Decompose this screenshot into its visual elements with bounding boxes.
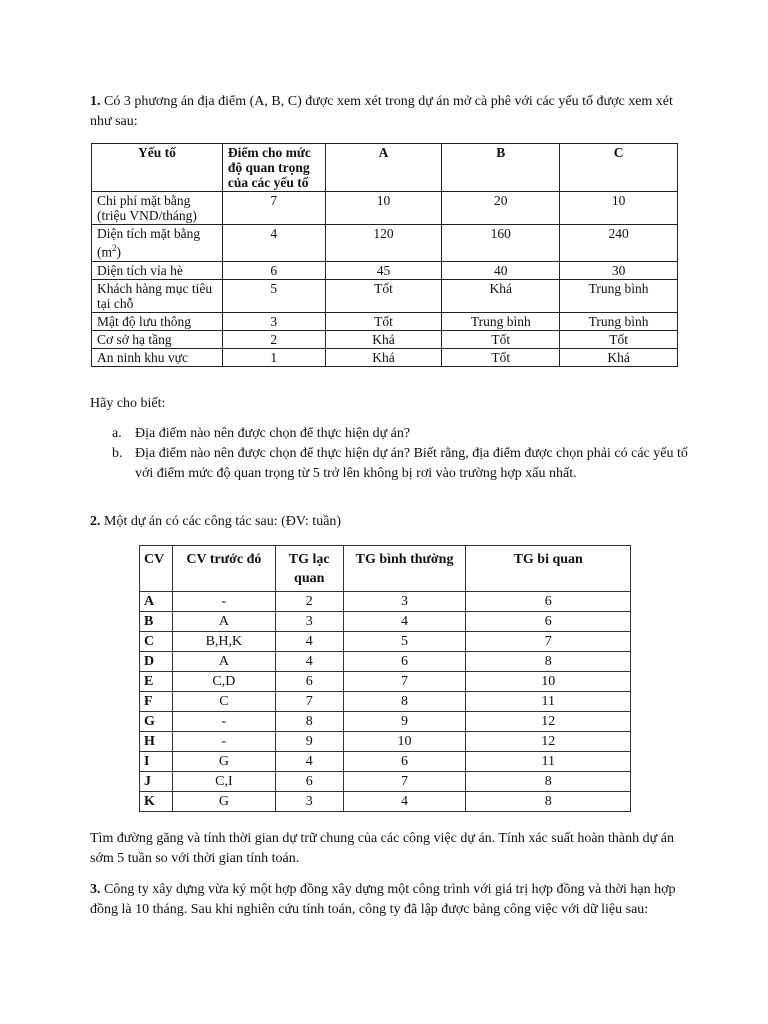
item-label: b. <box>112 446 123 461</box>
table-row <box>140 692 631 712</box>
table-row <box>92 279 678 312</box>
c-cell: 10 <box>560 192 678 225</box>
a-cell: Khá <box>325 330 442 348</box>
predecessor-cell: C,D <box>172 672 275 692</box>
pessimistic-cell: 10 <box>466 672 631 692</box>
cv-cell: B <box>140 612 173 632</box>
normal-cell: 4 <box>343 612 466 632</box>
c-cell: Tốt <box>560 330 678 348</box>
predecessor-cell: G <box>172 752 275 772</box>
table-row <box>92 192 678 225</box>
table-row <box>140 772 631 792</box>
b-cell: Trung bình <box>442 312 560 330</box>
optimistic-cell: 4 <box>275 652 343 672</box>
q2-intro-text: Một dự án có các công tác sau: (ĐV: tuần) <box>104 514 342 529</box>
predecessor-cell: B,H,K <box>172 632 275 652</box>
b-cell: Tốt <box>442 348 560 366</box>
q3-number: 3. <box>90 882 101 897</box>
weight-cell: 7 <box>222 192 325 225</box>
q1-intro <box>90 92 690 132</box>
table-row <box>140 732 631 752</box>
factor-cell: Diện tích mặt bằng $(m^2)$ <box>92 225 223 262</box>
c-cell: Trung bình <box>560 279 678 312</box>
b-cell: Tốt <box>442 330 560 348</box>
pessimistic-cell: 11 <box>466 752 631 772</box>
header-factor: Yếu tố <box>92 144 223 192</box>
normal-cell: 9 <box>343 712 466 732</box>
weight-cell: 4 <box>222 225 325 262</box>
activity-table <box>139 545 631 812</box>
normal-cell: 10 <box>343 732 466 752</box>
factor-cell: Diện tích vỉa hè <box>92 261 223 279</box>
weight-cell: 3 <box>222 312 325 330</box>
optimistic-cell: 4 <box>275 752 343 772</box>
cv-cell: A <box>140 592 173 612</box>
a-cell: 10 <box>325 192 442 225</box>
q2-intro <box>90 512 690 532</box>
table-row <box>140 712 631 732</box>
pessimistic-cell: 8 <box>466 652 631 672</box>
header-normal: TG bình thường <box>343 546 466 592</box>
table-row <box>140 592 631 612</box>
pessimistic-cell: 8 <box>466 792 631 812</box>
table-row <box>140 792 631 812</box>
pessimistic-cell: 7 <box>466 632 631 652</box>
optimistic-cell: 4 <box>275 632 343 652</box>
predecessor-cell: - <box>172 592 275 612</box>
normal-cell: 8 <box>343 692 466 712</box>
table-header-row <box>92 144 678 192</box>
normal-cell: 7 <box>343 672 466 692</box>
optimistic-cell: 6 <box>275 672 343 692</box>
optimistic-cell: 6 <box>275 772 343 792</box>
table-row <box>140 752 631 772</box>
item-text: Địa điểm nào nên được chọn để thực hiện dự án? Biết rằng, địa điểm được chọn phải có các yếu tố với điểm mức độ quan trọng từ 5 trở lên không bị rơi vào trường hợp xấu nhất. <box>135 446 688 481</box>
a-cell: 120 <box>325 225 442 262</box>
predecessor-cell: C <box>172 692 275 712</box>
normal-cell: 7 <box>343 772 466 792</box>
pessimistic-cell: 6 <box>466 592 631 612</box>
q2-number: 2. <box>90 514 101 529</box>
q1-intro-text: Có 3 phương án địa điểm (A, B, C) được xem xét trong dự án mở cà phê với các yếu tố được xem xét như sau: <box>90 94 673 129</box>
cv-cell: D <box>140 652 173 672</box>
cv-cell: C <box>140 632 173 652</box>
q1-ask: Hãy cho biết: <box>90 396 166 411</box>
list-item <box>112 424 692 444</box>
header-importance: Điểm cho mức độ quan trọng của các yếu tố <box>222 144 325 192</box>
table-row <box>92 348 678 366</box>
factor-cell: Mật độ lưu thông <box>92 312 223 330</box>
table-row <box>140 632 631 652</box>
factor-cell: Khách hàng mục tiêu tại chỗ <box>92 279 223 312</box>
table-row <box>92 330 678 348</box>
c-cell: 240 <box>560 225 678 262</box>
cv-cell: G <box>140 712 173 732</box>
c-cell: Trung bình <box>560 312 678 330</box>
b-cell: Khá <box>442 279 560 312</box>
optimistic-cell: 3 <box>275 612 343 632</box>
table-header-row <box>140 546 631 592</box>
pessimistic-cell: 6 <box>466 612 631 632</box>
factor-cell: An ninh khu vực <box>92 348 223 366</box>
table-row <box>140 672 631 692</box>
q1-list <box>112 424 692 484</box>
item-label: a. <box>112 426 122 441</box>
q2-question: Tìm đường găng và tính thời gian dự trữ chung của các công việc dự án. Tính xác suất hoàn thành dự án sớm 5 tuần so với thời gian tính toán. <box>90 831 674 866</box>
b-cell: 160 <box>442 225 560 262</box>
weight-cell: 1 <box>222 348 325 366</box>
b-cell: 40 <box>442 261 560 279</box>
predecessor-cell: - <box>172 712 275 732</box>
normal-cell: 6 <box>343 752 466 772</box>
table-row <box>92 312 678 330</box>
optimistic-cell: 7 <box>275 692 343 712</box>
q1-number: 1. <box>90 94 101 109</box>
weight-cell: 5 <box>222 279 325 312</box>
predecessor-cell: C,I <box>172 772 275 792</box>
normal-cell: 3 <box>343 592 466 612</box>
normal-cell: 4 <box>343 792 466 812</box>
cv-cell: K <box>140 792 173 812</box>
cv-cell: J <box>140 772 173 792</box>
item-text: Địa điểm nào nên được chọn để thực hiện dự án? <box>135 426 411 441</box>
header-c: C <box>560 144 678 192</box>
normal-cell: 5 <box>343 632 466 652</box>
a-cell: Tốt <box>325 279 442 312</box>
optimistic-cell: 8 <box>275 712 343 732</box>
a-cell: Khá <box>325 348 442 366</box>
header-b: B <box>442 144 560 192</box>
factor-cell: Chi phí mặt bằng (triệu VND/tháng) <box>92 192 223 225</box>
table-row <box>92 261 678 279</box>
cv-cell: E <box>140 672 173 692</box>
cv-cell: H <box>140 732 173 752</box>
predecessor-cell: G <box>172 792 275 812</box>
normal-cell: 6 <box>343 652 466 672</box>
header-cv: CV <box>140 546 173 592</box>
table-row <box>140 612 631 632</box>
optimistic-cell: 2 <box>275 592 343 612</box>
factor-cell: Cơ sở hạ tầng <box>92 330 223 348</box>
table-row <box>92 225 678 262</box>
optimistic-cell: 3 <box>275 792 343 812</box>
location-table <box>91 143 678 367</box>
predecessor-cell: A <box>172 652 275 672</box>
header-optimistic: TG lạc quan <box>275 546 343 592</box>
predecessor-cell: A <box>172 612 275 632</box>
pessimistic-cell: 12 <box>466 732 631 752</box>
pessimistic-cell: 11 <box>466 692 631 712</box>
predecessor-cell: - <box>172 732 275 752</box>
list-item <box>112 444 692 484</box>
q3-intro <box>90 880 690 920</box>
b-cell: 20 <box>442 192 560 225</box>
header-predecessor: CV trước đó <box>172 546 275 592</box>
q3-intro-text: Công ty xây dựng vừa ký một hợp đồng xây dựng một công trình với giá trị hợp đồng và thời hạn hợp đồng là 10 tháng. Sau khi nghiên cứu tính toán, công ty đã lập được bảng công việc với dữ liệu sau: <box>90 882 676 917</box>
weight-cell: 2 <box>222 330 325 348</box>
header-a: A <box>325 144 442 192</box>
c-cell: 30 <box>560 261 678 279</box>
c-cell: Khá <box>560 348 678 366</box>
pessimistic-cell: 8 <box>466 772 631 792</box>
a-cell: Tốt <box>325 312 442 330</box>
cv-cell: I <box>140 752 173 772</box>
a-cell: 45 <box>325 261 442 279</box>
weight-cell: 6 <box>222 261 325 279</box>
header-pessimistic: TG bi quan <box>466 546 631 592</box>
optimistic-cell: 9 <box>275 732 343 752</box>
pessimistic-cell: 12 <box>466 712 631 732</box>
cv-cell: F <box>140 692 173 712</box>
table-row <box>140 652 631 672</box>
